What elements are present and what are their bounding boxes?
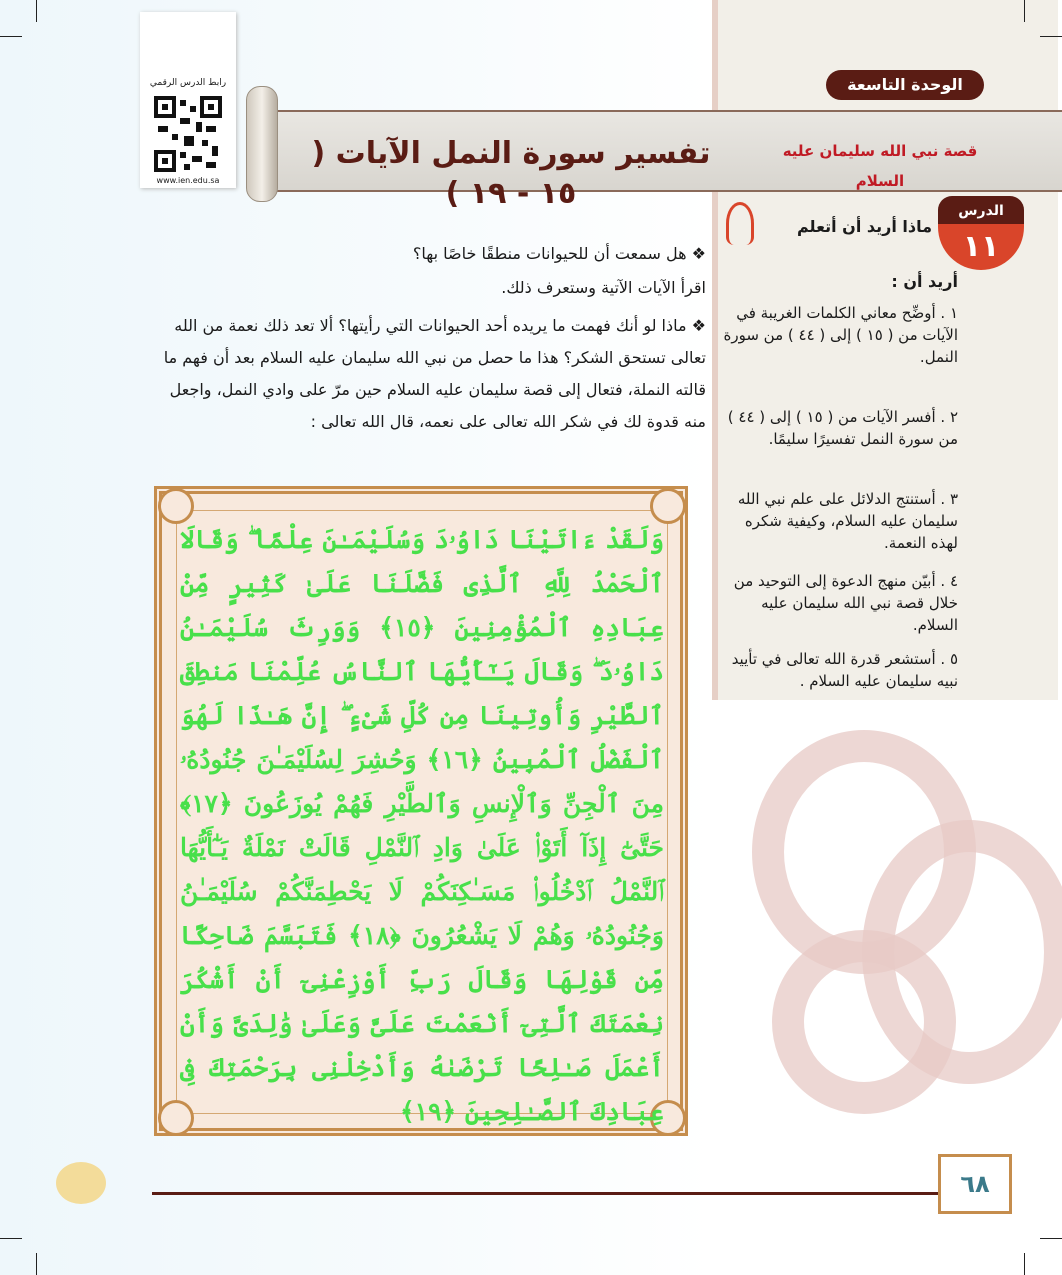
footer-rule	[152, 1192, 938, 1195]
crop-mark	[0, 1238, 22, 1239]
qr-code-icon[interactable]	[154, 96, 222, 172]
intro-question-2: ❖ ماذا لو أنك فهمت ما يريده أحد الحيوانات التي رأيتها؟ ألا تعد ذلك نعمة من الله تعالى تستحق الشكر؟ هذا ما حصل من نبي الله سليمان عليه السلام بعد أن فهم ما قالته النملة، فتعال إلى قصة سليمان عليه السلام حين مرّ على وادي النمل، واجعل منه قدوة لك في شكر الله تعالى على نعمه، قال الله تعالى :	[163, 316, 706, 431]
unit-label: الوحدة التاسعة	[826, 70, 984, 100]
crop-mark	[1040, 1238, 1062, 1239]
qr-card[interactable]	[140, 12, 236, 188]
quran-verses: وَلَقَدْ ءَاتَيْنَا دَاوُۥدَ وَسُلَيْمَـٰنَ عِلْمًا ۖ وَقَالَا ٱلْحَمْدُ لِلَّهِ ٱلَّذِى فَضَّلَنَا عَلَىٰ كَثِيرٍ مِّنْ عِبَادِهِ ٱلْمُؤْمِنِينَ ﴿١٥﴾ وَوَرِثَ سُلَيْمَـٰنُ دَاوُۥدَ ۖ وَقَالَ يَـٰٓأَيُّهَا ٱلنَّاسُ عُلِّمْنَا مَنطِقَ ٱلطَّيْرِ وَأُوتِينَا مِن كُلِّ شَىْءٍ ۖ إِنَّ هَـٰذَا لَهُوَ ٱلْفَضْلُ ٱلْمُبِينُ ﴿١٦﴾ وَحُشِرَ لِسُلَيْمَـٰنَ جُنُودُهُۥ مِنَ ٱلْجِنِّ وَٱلْإِنسِ وَٱلطَّيْرِ فَهُمْ يُوزَعُونَ ﴿١٧﴾ حَتَّىٰٓ إِذَآ أَتَوْا۟ عَلَىٰ وَادِ ٱلنَّمْلِ قَالَتْ نَمْلَةٌ يَـٰٓأَيُّهَا ٱلنَّمْلُ ٱدْخُلُوا۟ مَسَـٰكِنَكُمْ لَا يَحْطِمَنَّكُمْ سُلَيْمَـٰنُ وَجُنُودُهُۥ وَهُمْ لَا يَشْعُرُونَ ﴿١٨﴾ فَتَبَسَّمَ ضَاحِكًا مِّن قَوْلِهَا وَقَالَ رَبِّ أَوْزِعْنِىٓ أَنْ أَشْكُرَ نِعْمَتَكَ ٱلَّتِىٓ أَنْعَمْتَ عَلَىَّ وَعَلَىٰ وَٰلِدَىَّ وَأَنْ أَعْمَلَ صَـٰلِحًا تَرْضَىٰهُ وَأَدْخِلْنِى بِرَحْمَتِكَ فِى عِبَادِكَ ٱلصَّـٰلِحِينَ ﴿١٩﴾	[180, 525, 664, 1126]
crop-mark	[1040, 36, 1062, 37]
objective-item: ٥ . أستشعر قدرة الله تعالى في تأييد نبيه سليمان عليه السلام .	[731, 650, 958, 690]
crop-mark	[1024, 0, 1025, 22]
intro-instruction: اقرأ الآيات الآتية وستعرف ذلك.	[501, 278, 706, 297]
ornament-area	[712, 700, 1062, 1120]
qr-label: رابط الدرس الرقمي	[149, 78, 227, 88]
decorative-ornament	[772, 930, 956, 1114]
lesson-tab	[938, 196, 1024, 270]
story-title: قصة نبي الله سليمان عليه السلام	[782, 142, 978, 190]
objectives-intro: أريد أن :	[891, 272, 958, 291]
objective-item: ١ . أوضِّح معاني الكلمات الغريبة في الآيات من ( ١٥ ) إلى ( ٤٤ ) من سورة النمل.	[723, 304, 958, 366]
lightbulb-icon	[726, 202, 754, 245]
crop-mark	[36, 0, 37, 22]
page-number: ٦٨	[938, 1154, 1012, 1214]
crop-mark	[0, 36, 22, 37]
lesson-title: تفسير سورة النمل الآيات ( ١٥ - ١٩ )	[311, 136, 711, 211]
qr-url[interactable]: www.ien.edu.sa	[156, 176, 220, 185]
crop-mark	[36, 1253, 37, 1275]
scroll-ornament	[246, 86, 278, 202]
objective-item: ٤ . أبيّن منهج الدعوة إلى التوحيد من خلال قصة نبي الله سليمان عليه السلام.	[733, 572, 958, 634]
lesson-number: ١١	[938, 224, 1024, 270]
objective-item: ٣ . أستنتج الدلائل على علم نبي الله سليمان عليه السلام، وكيفية شكره لهذه النعمة.	[737, 490, 958, 552]
publisher-logo-icon	[56, 1162, 106, 1204]
objective-item: ٢ . أفسر الآيات من ( ١٥ ) إلى ( ٤٤ ) من سورة النمل تفسيرًا سليمًا.	[727, 408, 958, 448]
intro-question-1: ❖ هل سمعت أن للحيوانات منطقًا خاصًا بها؟	[412, 244, 706, 263]
objectives-heading: ماذا أريد أن أتعلم	[796, 217, 932, 236]
lesson-tab-label: الدرس	[938, 196, 1024, 226]
crop-mark	[1024, 1253, 1025, 1275]
